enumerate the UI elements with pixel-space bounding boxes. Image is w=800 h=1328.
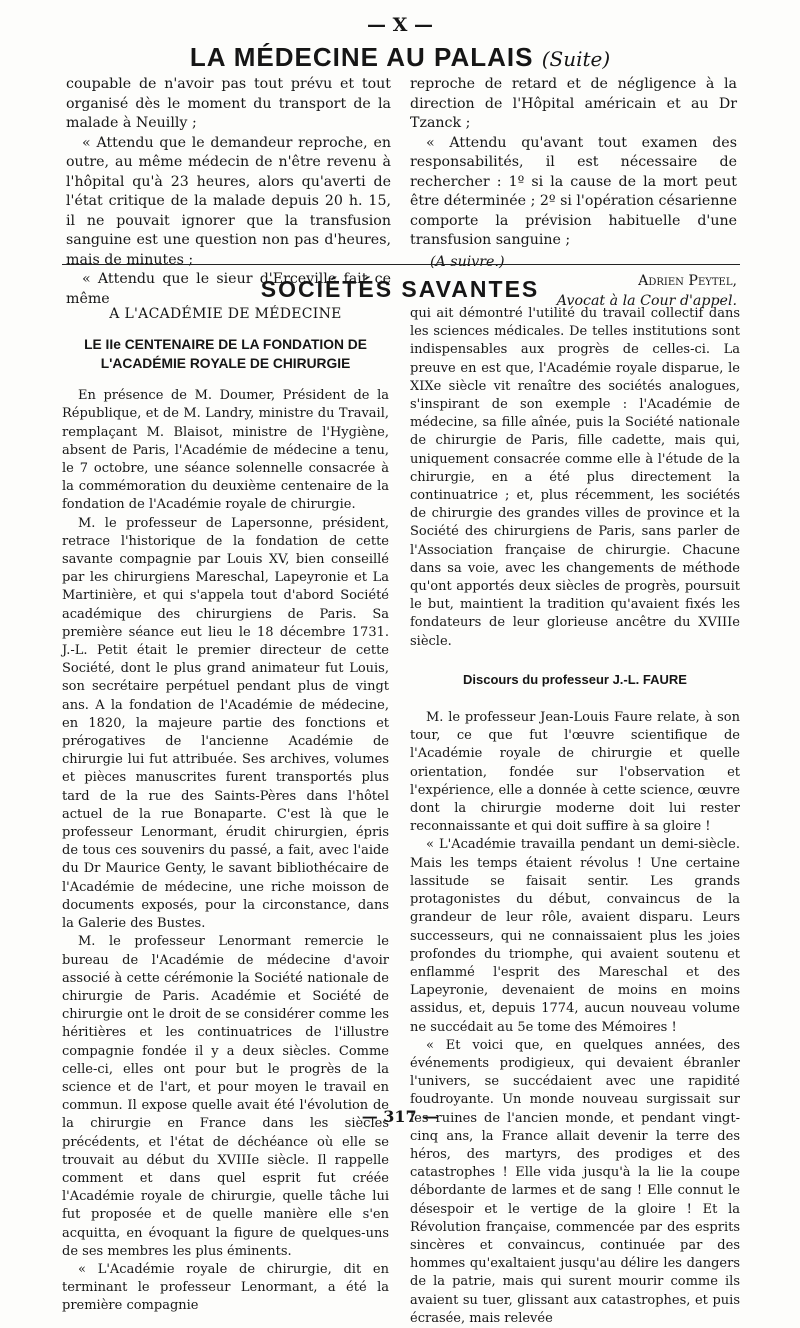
paragraph: « Attendu que le sieur d'Erceville fait ce même [66, 271, 391, 307]
discours-heading: Discours du professeur J.-L. FAURE [463, 671, 687, 687]
running-title [0, 42, 800, 73]
paragraph: « Attendu qu'avant tout examen des responsabilités, il est nécessaire de rechercher : 1º si la cause de la mort peut être déterminée ; 2º si l'opération césarienne comporte la prévision habituelle d'une transfusion sanguine ; [410, 134, 737, 248]
top-article-left-column [66, 75, 391, 309]
right-column [410, 305, 740, 1328]
author-role: Avocat à la Cour d'appel. [556, 292, 737, 309]
paragraph: M. le professeur Lenormant remercie le bureau de l'Académie de médecine d'avoir associé à cette cérémonie la Société nationale de chirurgie de Paris. Académie et Société de chirurgie ont le droit de se considérer comme les héritières et les continuatrices de l'illustre compagnie fondée il y a deux siècles. Comme celle-ci, elles ont pour but le progrès de la science et de l'art, et pour moyen le travail en commun. Il expose quelle avait été l'évolution de la chirurgie en France dans les siècles précédents, et l'état de déchéance où elle se trouvait au début du XVIIIe siècle. Il rappelle comment et dans quel esprit fut créée l'Académie royale de chirurgie, quelle tâche lui fut proposée et de quelle manière elle s'en acquitta, en évoquant la figure de quelques-uns de ses membres les plus éminents. [62, 934, 389, 1259]
paragraph: M. le professeur Jean-Louis Faure relate, à son tour, ce que fut l'œuvre scientifique de l'Académie royale de chirurgie et quelle orientation, fondée sur l'observation et l'expérience, elle a donnée à cette science, œuvre dont la chirurgie moderne doit lui rester reconnaissante et qui doit suffire à sa gloire ! [410, 710, 740, 835]
paragraph: « L'Académie royale de chirurgie, dit en terminant le professeur Lenormant, a été la première compagnie [62, 1261, 389, 1314]
paragraph: M. le professeur de Lapersonne, président, retrace l'historique de la fondation de cette savante compagnie par Louis XV, bien conseillé par les chirurgiens Mareschal, Lapeyronie et La Martinière, et qui s'appela tout d'abord Société académique des chirurgiens de Paris. Sa première séance eut lieu le 18 décembre 1731. J.-L. Petit était le premier directeur de cette Société, dont le plus grand animateur fut Louis, son secrétaire perpétuel pendant plus de vingt ans. A la fondation de l'Académie de médecine, en 1820, la majeure partie des fonctions et prérogatives de l'ancienne Académie de chirurgie lui fut attribuée. Ses archives, volumes et pièces manuscrites furent transportés plus tard de la rue des Saints-Pères dans l'hôtel actuel de la rue Bonaparte. C'est là que le professeur Lenormant, érudit chirurgien, épris de tous ces souvenirs du passé, a fait, avec l'aide du Dr Maurice Genty, le savant bibliothécaire de l'Académie de médecine, une riche moisson de documents exposés, pour la circonstance, dans la Galerie des Bustes. [62, 515, 389, 932]
page-roman-numeral: — X — [367, 14, 433, 36]
section-subtitle: A L'ACADÉMIE DE MÉDECINE [109, 306, 342, 322]
running-title-main: LA MÉDECINE AU PALAIS [189, 42, 534, 72]
page-number: — 317 — [361, 1107, 439, 1126]
section-divider [62, 264, 740, 265]
left-column [62, 305, 389, 1316]
paragraph: coupable de n'avoir pas tout prévu et tout organisé dès le moment du transport de la malade à Neuilly ; [66, 76, 391, 131]
paragraph: reproche de retard et de négligence à la direction de l'Hôpital américain et au Dr Tzanck ; [410, 76, 737, 131]
paragraph: « Attendu que le demandeur reproche, en outre, au même médecin de n'être revenu à l'hôpital qu'à 23 heures, alors qu'averti de l'état critique de la malade depuis 20 h. 15, il ne pouvait ignorer que la transfusion sanguine est une question non pas d'heures, mais de minutes ; [66, 134, 391, 268]
article-headline: LE IIe CENTENAIRE DE LA FONDATION DE L'ACADÉMIE ROYALE DE CHIRURGIE [84, 337, 367, 372]
running-title-suffix: (Suite) [541, 47, 611, 71]
paragraph: « Et voici que, en quelques années, des événements prodigieux, qui devaient ébranler l'univers, se succédaient avec une rapidité foudroyante. Un monde nouveau surgissait sur les ruines de l'ancien monde, et pendant vingt-cinq ans, la France allait devenir la terre des héros, des martyrs, des prodiges et des catastrophes ! Elle vida jusqu'à la lie la coupe débordante de larmes et de sang ! Elle connut le désespoir et le vertige de la gloire ! Et la Révolution française, commencée par des esprits sincères et convaincus, continuée par des hommes qu'exaltaient jusqu'au délire les dangers de la patrie, mais qui surent mourir comme ils avaient su tuer, glissant aux catastrophes, et puis écrasée, mais relevée [410, 1037, 740, 1326]
paragraph: En présence de M. Doumer, Président de la République, et de M. Landry, ministre du Travail, remplaçant M. Blaisot, ministre de l'Hygiène, absent de Paris, l'Académie de médecine a tenu, le 7 octobre, une séance solennelle consacrée à la commémoration du deuxième centenaire de la fondation de l'Académie royale de chirurgie. [62, 388, 389, 513]
author-name: Adrien Peytel, [638, 273, 737, 289]
paragraph: qui ait démontré l'utilité du travail collectif dans les sciences médicales. De telles institutions sont indispensables aux progrès de celles-ci. La preuve en est que, l'Académie royale disparue, le XIXe siècle vit renaître des sociétés analogues, s'inspirant de son exemple : l'Académie de médecine, sa fille aînée, puis la Société nationale de chirurgie de Paris, fille cadette, mais qui, uniquement consacrée comme elle à l'étude de la chirurgie, en a été plus directement la continuatrice ; et, plus récemment, les sociétés de chirurgie des grandes villes de province et la Société des chirurgiens de Paris, sans parler de l'Association française de chirurgie. Chacune dans sa voie, avec les changements de méthode qu'ont apportés deux siècles de progrès, poursuit le but, maintient la tradition qu'avaient fixés les fondateurs de leur glorieuse ancêtre du XVIIIe siècle. [410, 306, 740, 649]
section-title: SOCIÉTÉS SAVANTES [260, 276, 540, 302]
paragraph: « L'Académie travailla pendant un demi-siècle. Mais les temps étaient révolus ! Une certaine lassitude se faisait sentir. Les grands protagonistes du début, convaincus de la grandeur de leur rôle, avaient disparu. Leurs successeurs, qui ne connaissaient plus les joies profondes du triomphe, qui avaient soutenu et enflammé l'esprit des Mareschal et des Lapeyronie, devenaient de moins en moins assidus, et, depuis 1774, aucun nouveau volume ne succédait au 5e tome des Mémoires ! [410, 837, 740, 1035]
to-follow-note: (A suivre.) [430, 253, 505, 270]
